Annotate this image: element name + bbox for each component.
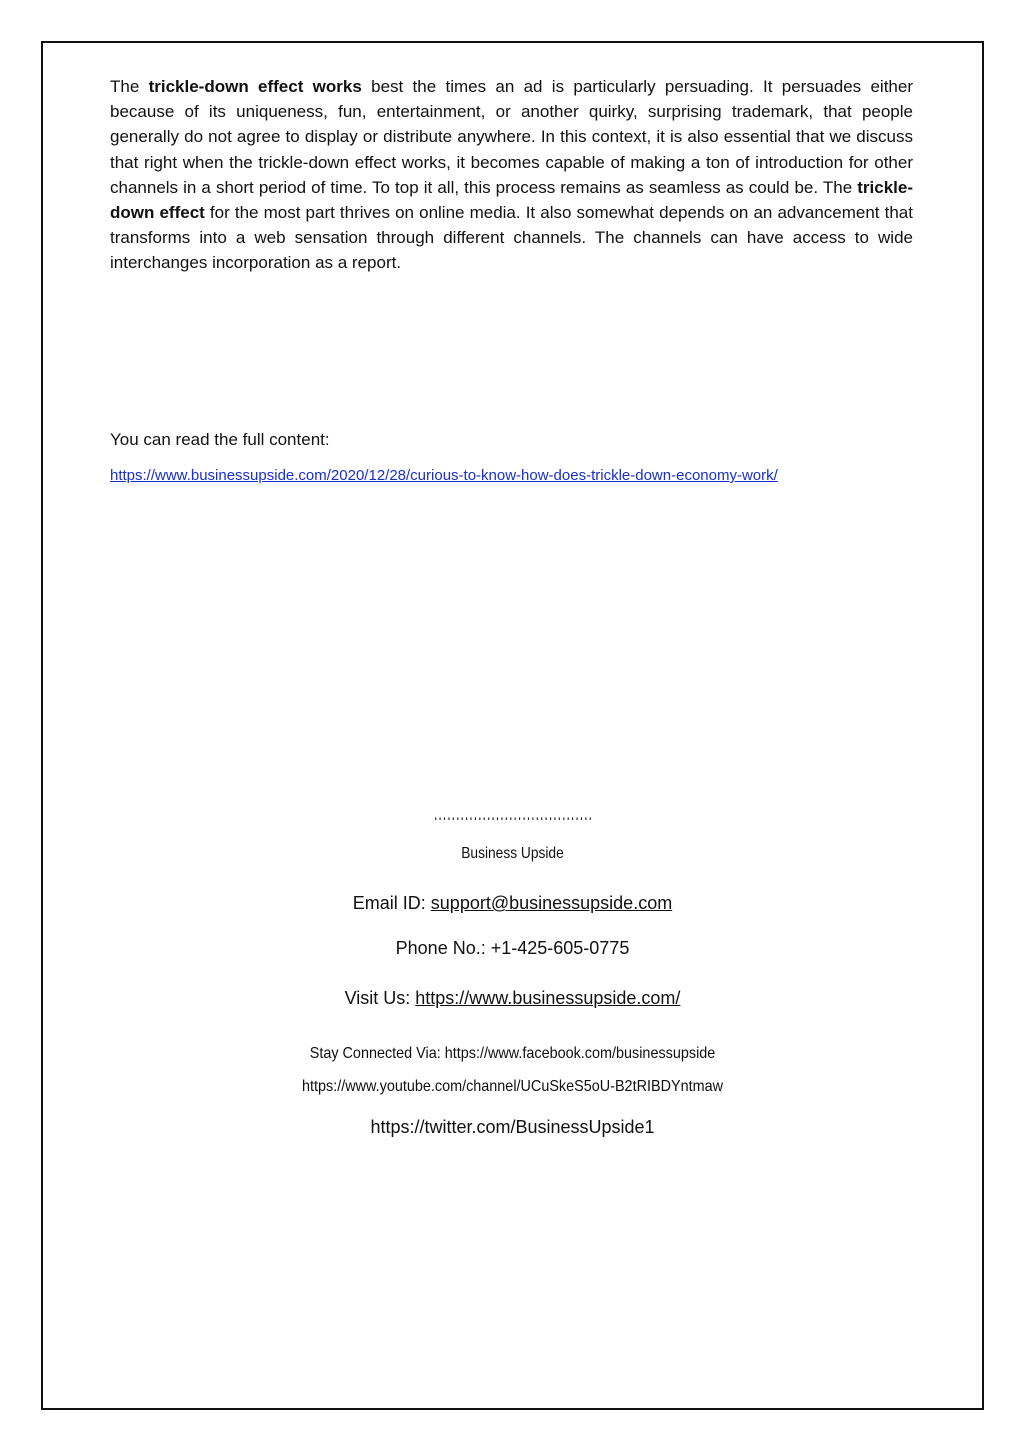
email-line [41, 890, 984, 916]
body-text-pre: The [110, 77, 149, 96]
visit-line [41, 985, 984, 1011]
company-name: Business Upside [461, 845, 564, 862]
website-link[interactable]: https://www.businessupside.com/ [415, 988, 681, 1008]
body-paragraph [110, 74, 913, 276]
phone-number: +1-425-605-0775 [490, 938, 630, 958]
body-bold-trickle-down-effect-works: trickle-down effect works [148, 77, 362, 96]
stay-connected-facebook: Stay Connected Via: https://www.facebook.com/businessupside [309, 1045, 716, 1062]
phone-label: Phone No.: [395, 938, 491, 958]
footer-divider: '''''''''''''''''''''''''''''''''''' [432, 817, 593, 827]
phone-line [41, 935, 984, 961]
body-text-mid: best the times an ad is particularly persuading. It persuades either because of its uniqueness, fun, entertainment, or another quirky, surprising trademark, that people generally do not agree to display or distribute anywhere. In this context, it is also essential that we discuss that right when the trickle-down effect works, it becomes capable of making a ton of introduction for other channels in a short period of time. To top it all, this process remains as seamless as could be. The [110, 77, 913, 197]
twitter-link: https://twitter.com/BusinessUpside1 [370, 1117, 655, 1137]
body-text-post: for the most part thrives on online media. It also somewhat depends on an advancement that transforms into a web sensation through different channels. The channels can have access to wide interchanges incorporation as a report. [110, 203, 913, 273]
read-more-label: You can read the full content: [110, 430, 330, 449]
email-link[interactable]: support@businessupside.com [430, 893, 673, 913]
youtube-link: https://www.youtube.com/channel/UCuSkeS5oU-B2tRIBDYntmaw [301, 1078, 723, 1095]
visit-label: Visit Us: [344, 988, 416, 1008]
body-bold-trickle-down-effect: trickle-down effect [110, 177, 913, 223]
read-more-link[interactable]: https://www.businessupside.com/2020/12/28/curious-to-know-how-does-trickle-down-economy-work/ [110, 467, 778, 484]
email-label: Email ID: [352, 893, 431, 913]
